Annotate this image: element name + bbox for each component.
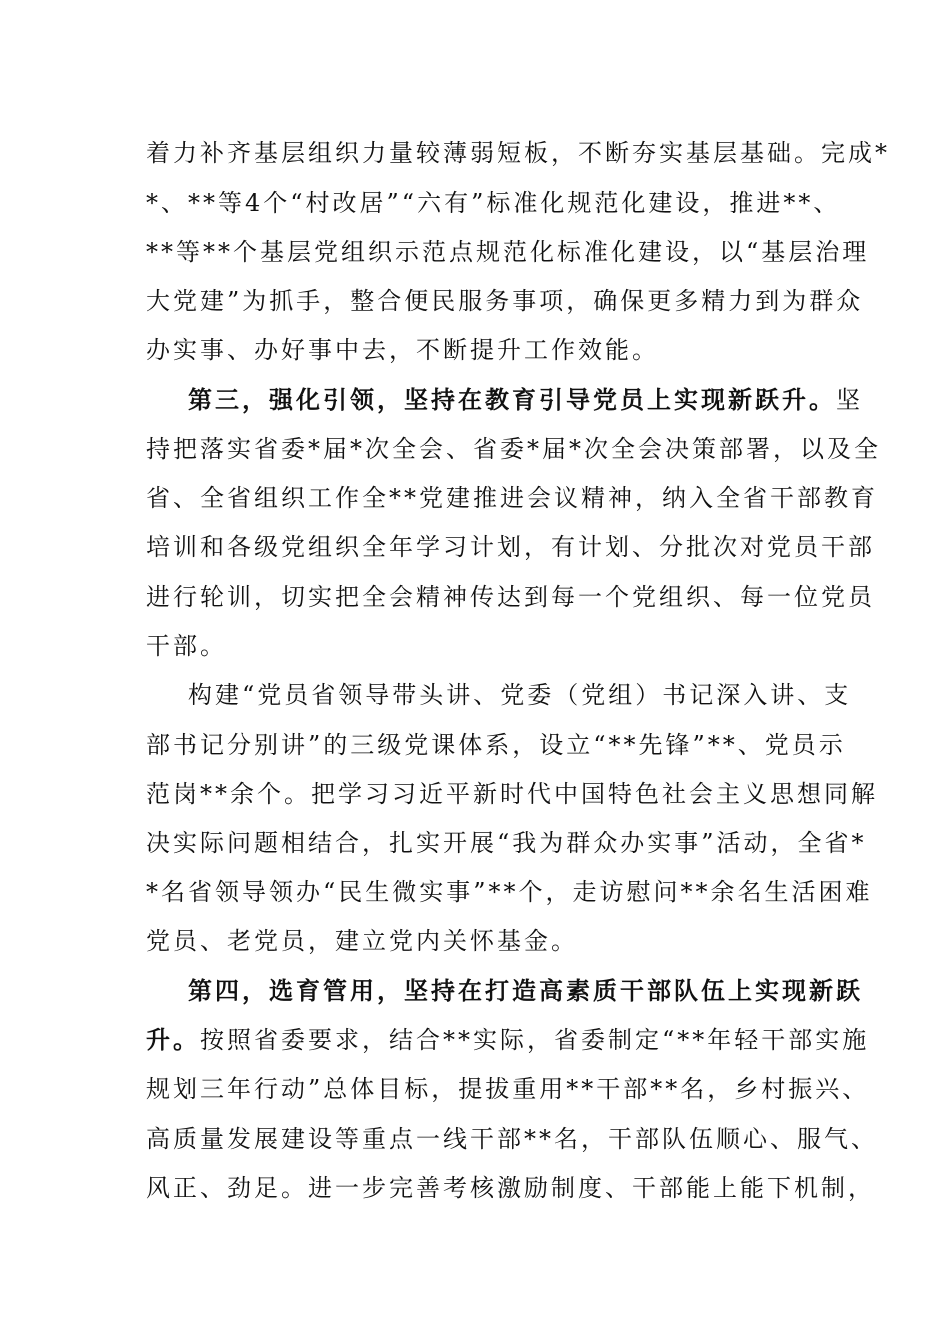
text-run: **等**个基层党组织示范点规范化标准化建设，以“基层治理 [146, 238, 870, 266]
section-heading: 第三，强化引领，坚持在教育引导党员上实现新跃升。 [188, 385, 836, 414]
paragraph-line [146, 1119, 878, 1159]
paragraph-line [146, 232, 870, 272]
paragraph-line [146, 1069, 870, 1109]
text-run: 规划三年行动”总体目标，提拔重用**干部**名，乡村振兴、 [146, 1075, 870, 1103]
text-run: 构建“党员省领导带头讲、党委（党组）书记深入讲、支 [188, 681, 852, 709]
text-run: 高质量发展建设等重点一线干部**名，干部队伍顺心、服气、 [146, 1125, 878, 1153]
text-run: 办实事、办好事中去，不断提升工作效能。 [146, 336, 659, 364]
paragraph-line [146, 478, 878, 518]
text-run: 坚 [836, 386, 863, 414]
text-run: 范岗**余个。把学习习近平新时代中国特色社会主义思想同解 [146, 780, 878, 808]
text-run: 部书记分别讲”的三级党课体系，设立“**先锋”**、党员示 [146, 731, 846, 759]
text-run: 决实际问题相结合，扎实开展“我为群众办实事”活动，全省* [146, 829, 867, 857]
text-run: 持把落实省委*届*次全会、省委*届*次全会决策部署，以及全 [146, 435, 881, 463]
paragraph-line [146, 725, 846, 765]
paragraph-line [146, 577, 875, 617]
text-run: 按照省委要求，结合**实际，省委制定“**年轻干部实施 [200, 1026, 870, 1054]
paragraph-line [146, 823, 867, 863]
text-run: 进行轮训，切实把全会精神传达到每一个党组织、每一位党员 [146, 583, 875, 611]
text-run: 大党建”为抓手，整合便民服务事项，确保更多精力到为群众 [146, 287, 864, 315]
text-run: 干部。 [146, 632, 227, 660]
paragraph-line [188, 675, 852, 715]
paragraph-line [146, 183, 841, 223]
paragraph-line [146, 281, 864, 321]
text-run: 着力补齐基层组织力量较薄弱短板，不断夯实基层基础。完成* [146, 139, 890, 167]
paragraph-line [146, 774, 878, 814]
paragraph-line [146, 1168, 875, 1208]
text-run: 培训和各级党组织全年学习计划，有计划、分批次对党员干部 [146, 533, 875, 561]
text-run: *、**等4个“村改居”“六有”标准化规范化建设，推进**、 [146, 189, 841, 217]
paragraph-line [146, 921, 806, 961]
text-run: 风正、劲足。进一步完善考核激励制度、干部能上能下机制， [146, 1174, 875, 1202]
paragraph-line [146, 872, 873, 912]
paragraph-line [188, 380, 863, 420]
paragraph-line [146, 133, 890, 173]
paragraph-line [188, 971, 863, 1011]
paragraph-line [146, 1020, 870, 1060]
paragraph-line [146, 626, 806, 666]
text-run: 省、全省组织工作全**党建推进会议精神，纳入全省干部教育 [146, 484, 878, 512]
section-heading: 升。 [146, 1025, 200, 1054]
paragraph-line [146, 330, 806, 370]
text-run: 党员、老党员，建立党内关怀基金。 [146, 927, 578, 955]
paragraph-line [146, 429, 881, 469]
paragraph-line [146, 527, 875, 567]
text-run: *名省领导领办“民生微实事”**个，走访慰问**余名生活困难 [146, 878, 873, 906]
section-heading: 第四，选育管用，坚持在打造高素质干部队伍上实现新跃 [188, 976, 863, 1005]
